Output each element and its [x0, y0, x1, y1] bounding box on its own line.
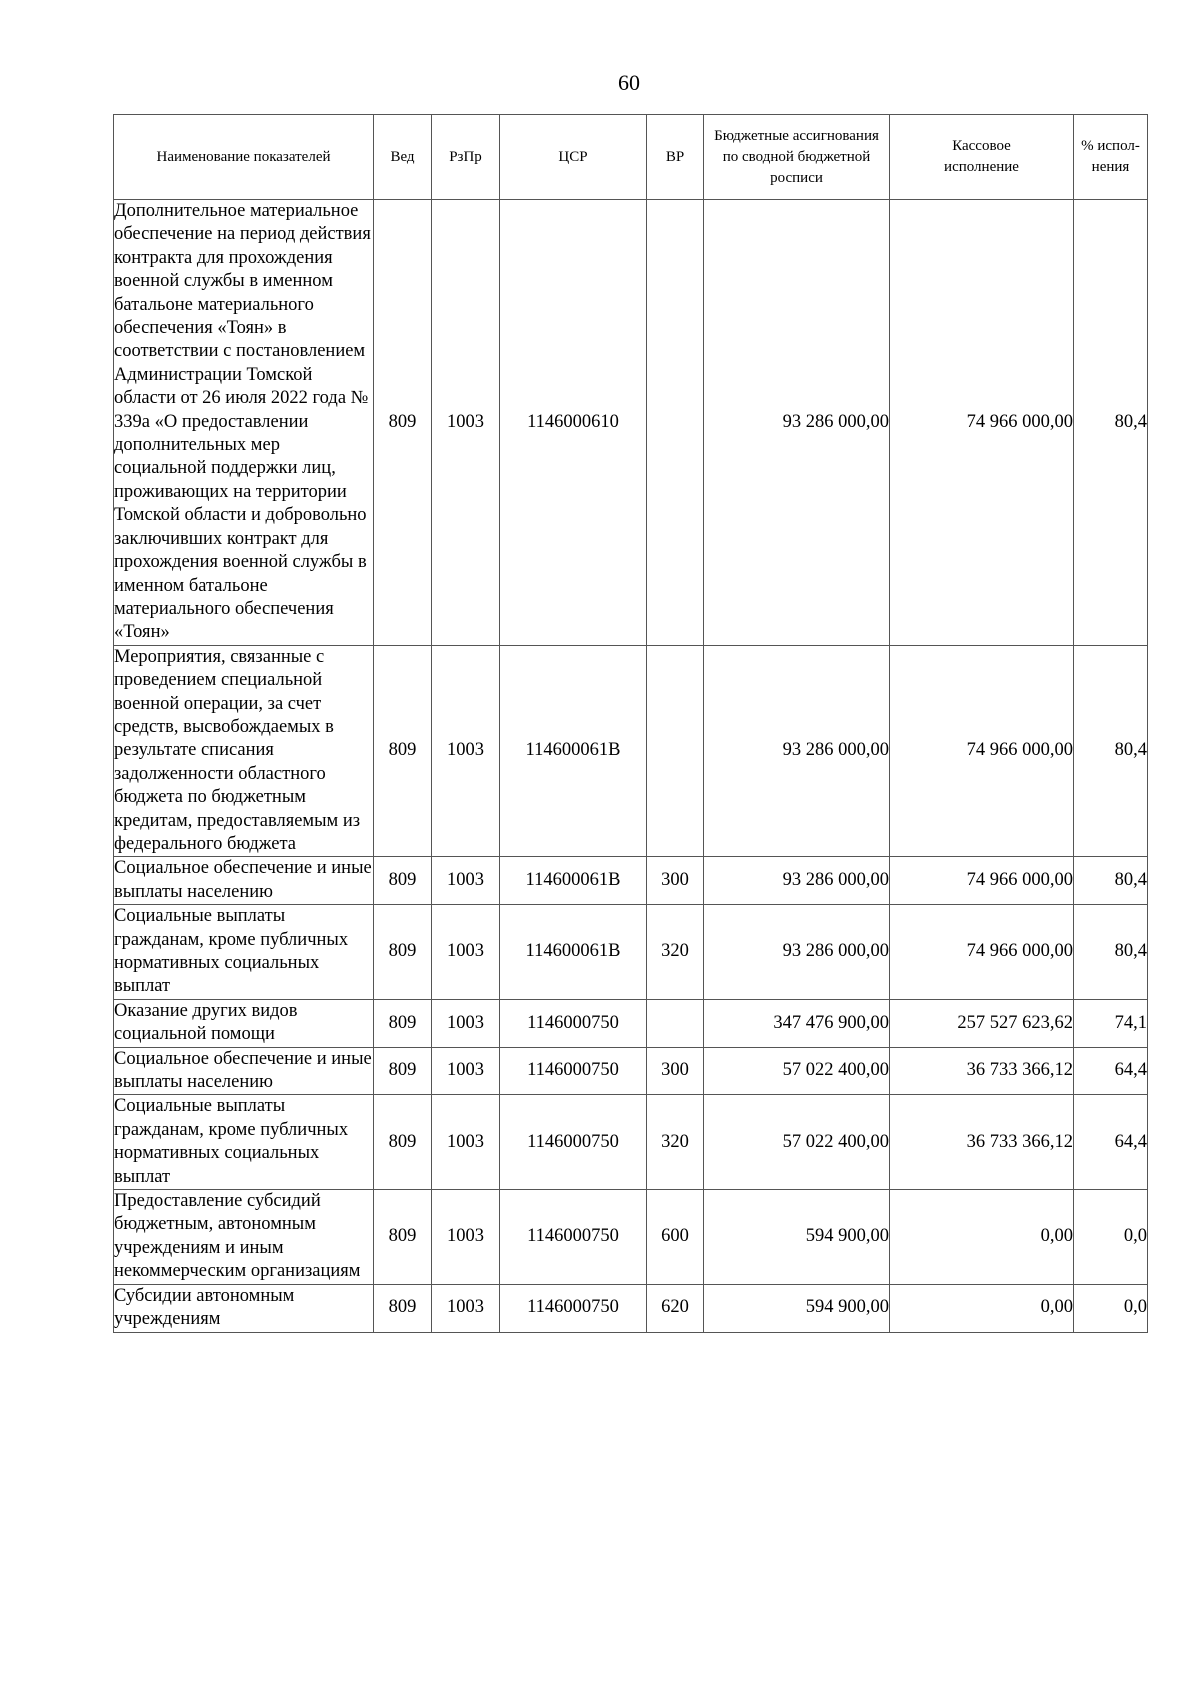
row-vr: 300: [647, 857, 704, 905]
row-rzpr: 1003: [432, 1095, 500, 1190]
row-name: Социальные выплаты гражданам, кроме публичных нормативных социальных выплат: [114, 905, 374, 1000]
row-csr: 1146000750: [500, 1190, 647, 1285]
row-rzpr: 1003: [432, 1284, 500, 1332]
table-row: [114, 1284, 1148, 1332]
row-percent: 80,4: [1074, 857, 1148, 905]
table-row: [114, 1190, 1148, 1285]
row-assignments: 93 286 000,00: [704, 905, 890, 1000]
table-row: [114, 1095, 1148, 1190]
row-ved: 809: [374, 999, 432, 1047]
row-rzpr: 1003: [432, 1047, 500, 1095]
row-ved: 809: [374, 645, 432, 857]
row-percent: 80,4: [1074, 645, 1148, 857]
row-rzpr: 1003: [432, 645, 500, 857]
header-vr: ВР: [647, 115, 704, 200]
row-rzpr: 1003: [432, 905, 500, 1000]
row-name: Дополнительное материальное обеспечение на период действия контракта для прохождения военной службы в именном батальоне материального обеспечения «Тоян» в соответствии с постановлением Администрации Томской области от 26 июля 2022 года № 339а «О предоставлении дополнительных мер социальной поддержки лиц, проживающих на территории Томской области и добровольно заключивших контракт для прохождения военной службы в именном батальоне материального обеспечения «Тоян»: [114, 200, 374, 646]
row-ved: 809: [374, 200, 432, 646]
row-cash-execution: 74 966 000,00: [890, 645, 1074, 857]
row-cash-execution: 257 527 623,62: [890, 999, 1074, 1047]
row-percent: 80,4: [1074, 200, 1148, 646]
row-cash-execution: 36 733 366,12: [890, 1047, 1074, 1095]
row-name: Предоставление субсидий бюджетным, автономным учреждениям и иным некоммерческим организациям: [114, 1190, 374, 1285]
row-assignments: 93 286 000,00: [704, 200, 890, 646]
header-name: Наименование показателей: [114, 115, 374, 200]
row-name: Социальные выплаты гражданам, кроме публичных нормативных социальных выплат: [114, 1095, 374, 1190]
row-name: Оказание других видов социальной помощи: [114, 999, 374, 1047]
row-rzpr: 1003: [432, 857, 500, 905]
table-row: [114, 857, 1148, 905]
header-percent: % испол-нения: [1074, 115, 1148, 200]
header-csr: ЦСР: [500, 115, 647, 200]
row-name: Субсидии автономным учреждениям: [114, 1284, 374, 1332]
row-name: Социальное обеспечение и иные выплаты населению: [114, 1047, 374, 1095]
header-rzpr: РзПр: [432, 115, 500, 200]
row-assignments: 93 286 000,00: [704, 857, 890, 905]
row-csr: 114600061В: [500, 905, 647, 1000]
row-rzpr: 1003: [432, 999, 500, 1047]
row-name: Мероприятия, связанные с проведением специальной военной операции, за счет средств, высвобождаемых в результате списания задолженности областного бюджета по бюджетным кредитам, предоставляемым из федерального бюджета: [114, 645, 374, 857]
row-assignments: 594 900,00: [704, 1284, 890, 1332]
row-cash-execution: 0,00: [890, 1284, 1074, 1332]
budget-execution-table: [113, 114, 1148, 1333]
header-assignments: Бюджетные ассигнования по сводной бюджетной росписи: [704, 115, 890, 200]
row-vr: [647, 999, 704, 1047]
row-cash-execution: 74 966 000,00: [890, 857, 1074, 905]
row-percent: 64,4: [1074, 1095, 1148, 1190]
row-cash-execution: 74 966 000,00: [890, 905, 1074, 1000]
table-row: [114, 1047, 1148, 1095]
row-vr: [647, 200, 704, 646]
row-rzpr: 1003: [432, 200, 500, 646]
row-vr: 620: [647, 1284, 704, 1332]
row-csr: 114600061В: [500, 857, 647, 905]
row-csr: 1146000610: [500, 200, 647, 646]
table-row: [114, 905, 1148, 1000]
row-ved: 809: [374, 1284, 432, 1332]
row-vr: 320: [647, 905, 704, 1000]
table-header-row: [114, 115, 1148, 200]
row-ved: 809: [374, 1047, 432, 1095]
row-csr: 114600061В: [500, 645, 647, 857]
row-percent: 80,4: [1074, 905, 1148, 1000]
row-assignments: 57 022 400,00: [704, 1095, 890, 1190]
row-percent: 0,0: [1074, 1190, 1148, 1285]
row-rzpr: 1003: [432, 1190, 500, 1285]
row-vr: [647, 645, 704, 857]
row-ved: 809: [374, 1190, 432, 1285]
row-csr: 1146000750: [500, 999, 647, 1047]
row-cash-execution: 0,00: [890, 1190, 1074, 1285]
row-vr: 600: [647, 1190, 704, 1285]
row-assignments: 57 022 400,00: [704, 1047, 890, 1095]
row-cash-execution: 74 966 000,00: [890, 200, 1074, 646]
page-number: 60: [618, 70, 640, 95]
row-assignments: 93 286 000,00: [704, 645, 890, 857]
row-name: Социальное обеспечение и иные выплаты населению: [114, 857, 374, 905]
table-row: [114, 200, 1148, 646]
row-ved: 809: [374, 1095, 432, 1190]
row-percent: 74,1: [1074, 999, 1148, 1047]
row-vr: 300: [647, 1047, 704, 1095]
row-assignments: 594 900,00: [704, 1190, 890, 1285]
header-cash-execution: Кассовое исполнение: [890, 115, 1074, 200]
header-ved: Вед: [374, 115, 432, 200]
row-assignments: 347 476 900,00: [704, 999, 890, 1047]
table-row: [114, 645, 1148, 857]
row-csr: 1146000750: [500, 1284, 647, 1332]
row-csr: 1146000750: [500, 1095, 647, 1190]
row-vr: 320: [647, 1095, 704, 1190]
table-row: [114, 999, 1148, 1047]
row-csr: 1146000750: [500, 1047, 647, 1095]
row-cash-execution: 36 733 366,12: [890, 1095, 1074, 1190]
row-percent: 64,4: [1074, 1047, 1148, 1095]
row-percent: 0,0: [1074, 1284, 1148, 1332]
row-ved: 809: [374, 857, 432, 905]
row-ved: 809: [374, 905, 432, 1000]
